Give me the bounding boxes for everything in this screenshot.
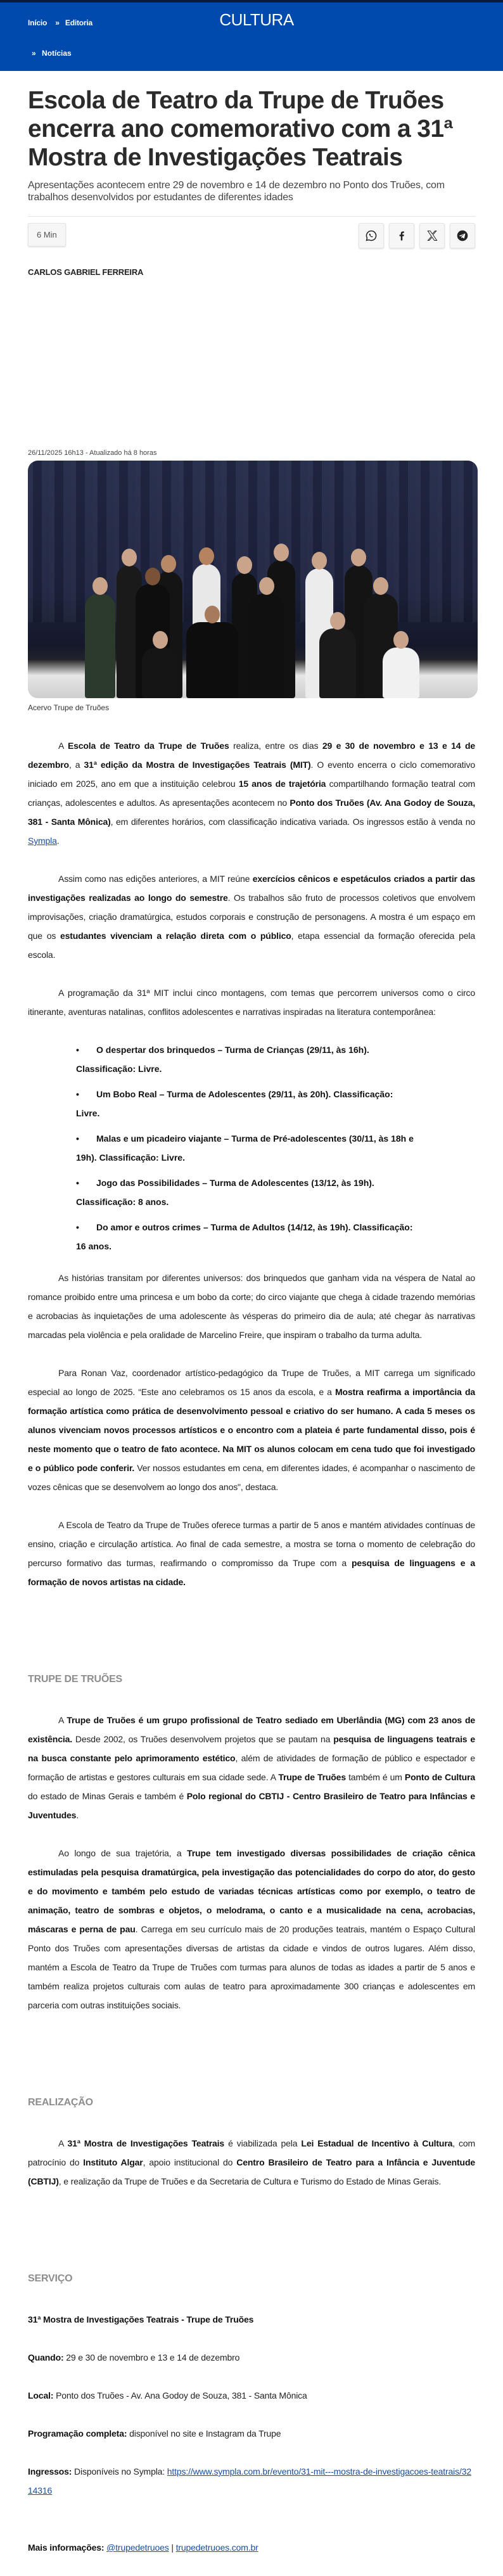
divider [28,216,475,217]
section-title: CULTURA [219,10,294,29]
program-list [28,1040,475,1256]
paragraph-stories: As histórias transitam por diferentes universos: dos brinquedos que ganham vida na véspera de Natal ao romance proibido entre uma princesa e um bobo da corte; do circo viajante que chega à cidade trazendo memórias e acrobacias às inquietações de uma adolescente às vésperas do primeiro dia de aula; até chegar às narrativas marcadas pela violência e pela oralidade de Marcelino Freire, que inspiram o trabalho da turma adulta. [28,1273,475,1340]
telegram-icon [456,229,469,242]
article-body [0,736,503,2557]
program-item: • Malas e um picadeiro viajante – Turma de Pré-adolescentes (30/11, às 18h e 19h). Classificação: Livre. [76,1133,414,1163]
article-subheadline: Apresentações acontecem entre 29 de novembro e 14 de dezembro no Ponto dos Truões, com trabalhos desenvolvidos por estudantes de diferentes idades [28,180,445,203]
paragraph-realizacao: A 31ª Mostra de Investigações Teatrais é viabilizada pela Lei Estadual de Incentivo à Cultura, com patrocínio do Instituto Algar, apoio institucional do Centro Brasileiro de Teatro para a Infância e Juventude (CBTIJ), e realização da Trupe de Truões e da Secretaria de Cultura e Turismo do Estado de Minas Gerais. [28,2138,476,2186]
paragraph-intro: A Escola de Teatro da Trupe de Truões realiza, entre os dias 29 e 30 de novembro e 13 e 14 de dezembro, a 31ª edição da Mostra de Investigações Teatrais (MIT). O evento encerra o ciclo comemorativo iniciado em 2025, ano em que a instituição celebrou 15 anos de trajetória compartilhando formação teatral com crianças, adolescentes e adultos. As apresentações acontecem no Ponto dos Truões (Av. Ana Godoy de Souza, 381 - Santa Mônica), em diferentes horários, com classificação indicativa variada. Os ingressos estão à venda no Sympla. [28,741,476,846]
program-item: • O despertar dos brinquedos – Turma de Crianças (29/11, às 16h). Classificação: Livre. [76,1045,369,1074]
breadcrumb-noticias[interactable]: Notícias [42,49,72,58]
read-time-badge: 6 Min [28,223,66,246]
chevron-right-icon: » [32,49,36,58]
service-when: Quando: 29 e 30 de novembro e 13 e 14 de dezembro [28,2352,240,2362]
service-more-info: Mais informações: @trupedetruoes | trupedetruoes.com.br [28,2542,258,2553]
share-telegram-button[interactable] [450,223,475,248]
share-facebook-button[interactable] [389,223,414,248]
share-whatsapp-button[interactable] [359,223,384,248]
service-location: Local: Ponto dos Truões - Av. Ana Godoy de Souza, 381 - Santa Mônica [28,2390,307,2401]
publish-timestamp: 26/11/2025 16h13 - Atualizado há 8 horas [28,449,157,457]
sympla-link[interactable]: Sympla [28,836,57,846]
x-icon [426,229,438,242]
article-headline: Escola de Teatro da Trupe de Truões encerra ano comemorativo com a 31ª Mostra de Investigações Teatrais [28,87,453,171]
photo-group-of-students [66,530,440,698]
author-name: CARLOS GABRIEL FERREIRA [28,267,144,277]
paragraph-trupe-history: Ao longo de sua trajetória, a Trupe tem investigado diversas possibilidades de criação cênica estimuladas pela pesquisa dramatúrgica, pela investigação das potencialidades do corpo do ator, do gesto e do movimento e também pelo estudo de variadas técnicas artísticas como por exemplo, o teatro de animação, teatro de sombras e objetos, o melodrama, o canto e a musicalidade na cena, acrobacias, máscaras e perna de pau. Carrega em seu currículo mais de 20 produções teatrais, mantém o Espaço Cultural Ponto dos Truões com apresentações diversas de artistas da cidade e vindos de outros lugares. Além disso, mantém a Escola de Teatro da Trupe de Truões com turmas para alunos de todas as idades a partir de 5 anos e também realiza projetos culturais com aulas de teatro para aproximadamente 300 crianças e adolescentes em parceria com outras instituições sociais. [28,1848,475,2010]
paragraph-trupe-about: A Trupe de Truões é um grupo profissional de Teatro sediado em Uberlândia (MG) com 23 anos de existência. Desde 2002, os Truões desenvolvem projetos que se pautam na pesquisa de linguagens teatrais e na busca constante pelo aprimoramento estético, além de atividades de formação de público e espectador e formação de artistas e gestores culturais em sua cidade sede. A Trupe de Truões também é um Ponto de Cultura do estado de Minas Gerais e também é Polo regional do CBTIJ - Centro Brasileiro de Teatro para Infâncias e Juventudes. [28,1715,475,1820]
whatsapp-icon [365,229,378,242]
instagram-link[interactable]: @trupedetruoes [106,2542,169,2553]
service-program: Programação completa: disponível no site e Instagram da Trupe [28,2428,281,2439]
breadcrumb-editoria[interactable]: Editoria [65,18,92,27]
service-section [28,2273,475,2557]
article-header [0,86,503,712]
share-buttons [359,223,475,248]
meta-row [28,223,475,248]
website-link[interactable]: trupedetruoes.com.br [175,2542,258,2553]
paragraph-school: A Escola de Teatro da Trupe de Truões oferece turmas a partir de 5 anos e mantém atividades contínuas de ensino, criação e circulação artística. Ao final de cada semestre, a mostra se torna o momento de celebração do percurso formativo das turmas, reafirmando o compromisso da Trupe com a pesquisa de linguagens e a formação de novos artistas na cidade. [28,1520,475,1587]
program-item: • Jogo das Possibilidades – Turma de Adolescentes (13/12, às 19h). Classificação: 8 anos. [76,1178,374,1207]
article-photo[interactable] [28,461,478,698]
paragraph-program-intro: A programação da 31ª MIT inclui cinco montagens, com temas que percorrem universos como o circo itinerante, aventuras natalinas, conflitos adolescentes e narrativas inspiradas na literatura contemporânea: [28,988,475,1017]
service-tickets: Ingressos: Disponíveis no Sympla: https://www.sympla.com.br/evento/31-mit---mostra-de-investigacoes-teatrais/3214316 [28,2466,471,2496]
ad-placeholder [28,277,475,443]
section-heading-realizacao: REALIZAÇÃO [28,2097,93,2108]
site-header [0,3,503,71]
paragraph-quote: Para Ronan Vaz, coordenador artístico-pedagógico da Trupe de Truões, a MIT carrega um significado especial ao longo de 2025. “Este ano celebramos os 15 anos da escola, e a Mostra reafirma a importância da formação artística como prática de desenvolvimento pessoal e criativo do ser humano. A cada 5 meses os alunos vivenciam novos processos artísticos e o encontro com a plateia é parte fundamental disso, pois é neste momento que o teatro de fato acontece. Na MIT os alunos colocam em cena tudo que foi investigado e o público pode conferir. Ver nossos estudantes em cena, em diferentes idades, é acompanhar o nascimento de vozes cênicas que se desenvolvem ao longo dos anos", destaca. [28,1368,475,1492]
facebook-icon [395,229,408,242]
service-title: 31ª Mostra de Investigações Teatrais - Trupe de Truões [28,2314,254,2324]
breadcrumb-inicio[interactable]: Início [28,18,48,27]
breadcrumb-second-row [32,49,72,58]
photo-caption: Acervo Trupe de Truões [28,703,110,712]
section-heading-servico: SERVIÇO [28,2273,73,2284]
tickets-link[interactable]: https://www.sympla.com.br/evento/31-mit---mostra-de-investigacoes-teatrais/3214316 [28,2466,471,2496]
share-x-button[interactable] [419,223,445,248]
section-heading-trupe: TRUPE DE TRUÕES [28,1674,123,1685]
article-figure [28,461,475,712]
paragraph-mit-description: Assim como nas edições anteriores, a MIT reúne exercícios cênicos e espetáculos criados a partir das investigações realizadas ao longo do semestre. Os trabalhos são fruto de processos coletivos que envolvem improvisações, criação dramatúrgica, estudos corporais e construção de personagens. A mostra é um espaço em que os estudantes vivenciam a relação direta com o público, etapa essencial da formação oferecida pela escola. [28,874,476,960]
program-item: • Do amor e outros crimes – Turma de Adultos (14/12, às 19h). Classificação: 16 anos. [76,1222,413,1251]
chevron-right-icon: » [55,18,60,27]
program-item: • Um Bobo Real – Turma de Adolescentes (29/11, às 20h). Classificação: Livre. [76,1089,393,1118]
